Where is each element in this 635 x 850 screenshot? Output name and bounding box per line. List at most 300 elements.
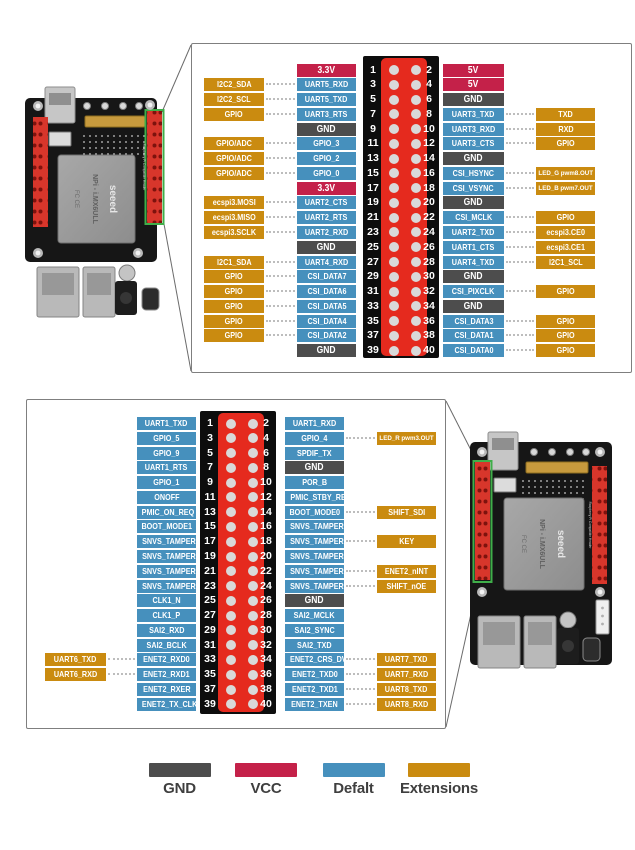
pin-hole <box>226 655 236 665</box>
ext-label-left <box>204 256 264 269</box>
rpi-header <box>475 462 490 580</box>
pin-label-right-text: SNVS_TAMPER0 <box>290 521 348 532</box>
pin-number-odd: 27 <box>204 609 216 622</box>
pin-number-even: 30 <box>423 270 435 283</box>
legend-swatch <box>235 763 297 777</box>
pin-label-right-text: GND <box>464 271 483 283</box>
pin-label-right <box>443 137 504 150</box>
pin-label-left <box>137 565 200 578</box>
pin-label-right <box>443 182 504 195</box>
pin-label-left <box>137 594 196 607</box>
pin-label-left <box>137 447 196 460</box>
ext-connector-line <box>346 673 375 675</box>
ext-label-left-text: ecspi3.SCLK <box>211 226 257 237</box>
pin-number-even: 4 <box>426 78 432 91</box>
pin-number-even: 34 <box>260 653 272 666</box>
pin-label-left <box>137 417 196 430</box>
pin-number-even: 20 <box>260 550 272 563</box>
legend-label: Defalt <box>333 780 374 797</box>
pin-label-right <box>443 300 504 313</box>
pin-hole <box>389 139 399 149</box>
ext-connector-line <box>266 290 295 292</box>
pin-hole <box>411 287 421 297</box>
pin-label-left-text: GND <box>317 123 336 135</box>
pin-label-right <box>285 565 348 578</box>
pin-label-left <box>297 64 356 77</box>
pin-label-left-text: UART5_TXD <box>305 94 348 105</box>
pin-label-right-text: GND <box>305 462 324 474</box>
pin-label-right-text: SAI2_SYNC <box>294 624 335 635</box>
pin-label-right <box>285 417 344 430</box>
ext-label-left-text: ecspi3.MISO <box>212 212 256 223</box>
ext-label-right <box>377 506 436 519</box>
pin-number-even: 22 <box>260 564 272 577</box>
pin-number-even: 4 <box>263 431 269 444</box>
ext-label-left <box>204 226 264 239</box>
ext-label-right-text: UART8_RXD <box>384 698 429 709</box>
pin-label-right <box>285 639 344 652</box>
pin-hole <box>389 198 399 208</box>
pin-label-right-text: UART3_TXD <box>452 108 495 119</box>
pin-label-right-text: ENET2_TXD0 <box>291 669 338 680</box>
pin-number-even: 32 <box>423 285 435 298</box>
pin-number-odd: 7 <box>207 461 213 474</box>
pin-label-right-text: SNVS_TAMPER2 <box>290 536 348 547</box>
pin-hole <box>411 213 421 223</box>
pin-number-even: 32 <box>260 638 272 651</box>
pin-label-left <box>137 491 196 504</box>
pin-number-even: 30 <box>260 623 272 636</box>
ext-label-left <box>204 300 264 313</box>
pin-label-left-text: CLK1_N <box>152 595 181 606</box>
pin-hole <box>248 552 258 562</box>
ext-label-right <box>536 285 595 298</box>
pin-label-left <box>137 432 196 445</box>
pin-label-left-text: 3.3V <box>317 182 336 194</box>
ext-label-left-text: GPIO <box>224 271 244 282</box>
pin-label-left <box>297 270 356 283</box>
ext-label-right <box>536 256 595 269</box>
pin-number-odd: 25 <box>204 594 216 607</box>
pinout-diagram-bottom <box>26 399 446 729</box>
chip-model-text: NPi - i.MX6ULL <box>91 174 98 224</box>
ext-label-right-text: SHIFT_nOE <box>386 580 427 591</box>
pin-number-even: 38 <box>260 683 272 696</box>
pin-number-even: 20 <box>423 196 435 209</box>
ext-connector-line <box>346 658 375 660</box>
pin-label-right-text: UART3_RXD <box>451 123 496 134</box>
pin-label-right <box>285 698 344 711</box>
pin-number-even: 36 <box>423 314 435 327</box>
ext-label-right <box>536 108 595 121</box>
pin-label-right-text: CSI_HSYNC <box>452 167 495 178</box>
pin-label-right-text: UART3_CTS <box>452 138 495 149</box>
pin-label-left <box>297 93 356 106</box>
ext-connector-line <box>506 128 534 130</box>
ext-connector-line <box>506 231 534 233</box>
pin-hole <box>226 522 236 532</box>
pin-label-right-text: UART4_TXD <box>452 256 495 267</box>
pin-label-left-text: CSI_DATA5 <box>306 300 347 311</box>
ext-label-right-text: GPIO <box>556 345 575 356</box>
chip-model-text: NPi - i.MX6ULL <box>538 519 545 569</box>
pin-number-odd: 37 <box>204 683 216 696</box>
legend-item-defalt <box>312 763 396 797</box>
pin-number-odd: 35 <box>204 668 216 681</box>
pin-label-right <box>285 609 344 622</box>
ext-label-right <box>536 137 595 150</box>
pin-number-even: 28 <box>260 609 272 622</box>
ext-label-left-text: GPIO/ADC <box>216 153 252 164</box>
ext-connector-line <box>506 216 534 218</box>
pin-label-right <box>443 270 504 283</box>
dip-switch <box>49 132 71 146</box>
pin-number-odd: 23 <box>204 579 216 592</box>
ext-connector-line <box>266 157 295 159</box>
pin-number-odd: 25 <box>367 240 379 253</box>
pin-number-odd: 3 <box>370 78 376 91</box>
ext-label-right-text: GPIO <box>556 315 575 326</box>
pin-label-right <box>443 315 504 328</box>
pin-label-left-text: CSI_DATA7 <box>306 271 347 282</box>
ext-label-left <box>204 270 264 283</box>
pin-label-left <box>137 550 200 563</box>
pin-label-right-text: UART1_RXD <box>292 418 337 428</box>
pinout-diagram-top <box>191 43 632 373</box>
pin-hole <box>226 670 236 680</box>
ext-connector-line <box>266 98 295 100</box>
pin-label-right-text: ENET2_TXEN <box>291 698 338 709</box>
ext-label-left <box>45 653 106 666</box>
ext-label-right-text: UART7_RXD <box>384 669 429 680</box>
ext-label-right-text: GPIO <box>556 286 575 297</box>
ext-label-left-text: GPIO/ADC <box>216 167 252 178</box>
ext-label-left <box>204 78 264 91</box>
ext-label-right <box>377 668 436 681</box>
pin-number-even: 6 <box>426 93 432 106</box>
pin-label-right <box>285 535 348 548</box>
pin-hole <box>411 331 421 341</box>
pin-number-odd: 5 <box>370 93 376 106</box>
pin-number-odd: 13 <box>204 505 216 518</box>
ext-label-right <box>536 226 595 239</box>
pin-hole <box>389 80 399 90</box>
pin-number-odd: 3 <box>207 431 213 444</box>
pin-label-right <box>285 476 344 489</box>
pin-number-odd: 19 <box>204 550 216 563</box>
pin-label-left-text: CSI_DATA4 <box>306 315 347 326</box>
pin-hole <box>226 611 236 621</box>
pin-hole <box>248 478 258 488</box>
legend-item-gnd <box>138 763 222 797</box>
pin-number-even: 22 <box>423 211 435 224</box>
pin-label-right <box>443 241 504 254</box>
ext-label-left <box>45 668 106 681</box>
ext-connector-line <box>266 334 295 336</box>
pin-label-right-text: GND <box>464 197 483 209</box>
ext-label-left-text: ecspi3.MOSI <box>212 197 256 208</box>
pin-label-left <box>297 108 356 121</box>
pin-hole <box>226 552 236 562</box>
pin-label-right-text: ENET2_CRS_DV <box>289 654 347 665</box>
pin-label-right-text: CSI_MCLK <box>455 212 492 223</box>
ext-label-left <box>204 152 264 165</box>
ext-connector-line <box>346 688 375 690</box>
pin-hole <box>248 463 258 473</box>
pin-number-even: 26 <box>260 594 272 607</box>
pin-number-odd: 13 <box>367 152 379 165</box>
ext-label-left-text: GPIO <box>224 330 244 341</box>
pin-number-even: 12 <box>260 490 272 503</box>
ext-connector-line <box>506 320 534 322</box>
pin-label-right <box>443 211 504 224</box>
pin-hole <box>248 419 258 429</box>
ext-label-left <box>204 108 264 121</box>
ext-connector-line <box>346 437 375 439</box>
pin-number-odd: 1 <box>370 63 376 76</box>
ext-label-right-text: UART7_TXD <box>385 654 428 665</box>
pin-label-left-text: GPIO_9 <box>153 447 180 458</box>
pin-label-left-text: GPIO_1 <box>153 477 180 488</box>
pin-number-even: 14 <box>260 505 272 518</box>
pin-label-left-text: ENET2_RXD0 <box>143 654 190 665</box>
pin-number-even: 10 <box>423 122 435 135</box>
pin-label-left <box>297 344 356 357</box>
pin-number-even: 40 <box>260 697 272 710</box>
pin-label-left-text: GPIO_2 <box>313 153 340 164</box>
pin-number-even: 26 <box>423 240 435 253</box>
pin-number-odd: 1 <box>207 417 213 429</box>
pin-number-even: 14 <box>423 152 435 165</box>
pin-hole <box>411 198 421 208</box>
ext-connector-line <box>266 261 295 263</box>
pin-label-left-text: GPIO_5 <box>153 432 180 443</box>
pin-number-odd: 17 <box>367 181 379 194</box>
pin-label-left-text: UART5_RXD <box>304 79 349 90</box>
pin-label-right <box>443 196 504 209</box>
ext-connector-line <box>506 187 534 189</box>
ext-connector-line <box>506 349 534 351</box>
pin-hole <box>226 685 236 695</box>
legend-label: Extensions <box>399 780 479 797</box>
ext-label-left-text: GPIO <box>224 286 244 297</box>
pin-hole <box>248 611 258 621</box>
pin-number-even: 38 <box>423 329 435 342</box>
ext-label-right-text: ecspi3.CE1 <box>546 241 585 252</box>
pin-label-right-text: GND <box>305 595 324 607</box>
legend-item-extensions <box>397 763 481 797</box>
pin-label-left <box>297 152 356 165</box>
pin-label-left <box>137 698 196 711</box>
board-photo-bottom <box>460 430 620 680</box>
header-vertical-label: Raspberry Pi Compatible Header <box>142 143 146 191</box>
pin-label-left-text: GND <box>317 241 336 253</box>
ext-label-right <box>377 535 436 548</box>
pin-label-right-text: SAI2_TXD <box>297 639 332 650</box>
ext-label-right-text: UART8_TXD <box>385 684 428 695</box>
dip-switch <box>494 478 516 492</box>
pin-hole <box>389 331 399 341</box>
pin-label-left <box>137 639 196 652</box>
pin-number-odd: 37 <box>367 329 379 342</box>
pin-label-right-text: POR_B <box>302 477 327 488</box>
usb-c-port <box>583 638 600 661</box>
pin-label-right <box>443 108 504 121</box>
pin-label-left <box>297 300 356 313</box>
pin-label-right-text: PMIC_STBY_REQ <box>290 491 352 502</box>
pin-number-odd: 21 <box>204 564 216 577</box>
pin-number-odd: 5 <box>207 446 213 459</box>
pin-number-odd: 27 <box>367 255 379 268</box>
pin-label-right-text: ENET2_TXD1 <box>291 684 338 695</box>
fpc-connector <box>85 116 145 127</box>
pin-label-right-text: CSI_PIXCLK <box>452 286 495 297</box>
ext-label-right <box>377 580 436 593</box>
ext-connector-line <box>266 275 295 277</box>
pin-number-odd: 39 <box>204 697 216 710</box>
pin-label-right-text: UART2_TXD <box>452 226 495 237</box>
pin-label-right-text: GPIO_4 <box>301 432 328 443</box>
pin-number-even: 10 <box>260 476 272 489</box>
legend-swatch <box>323 763 385 777</box>
ext-label-left <box>204 329 264 342</box>
ext-label-right-text: GPIO <box>556 330 575 341</box>
pin-hole <box>411 139 421 149</box>
ext-label-right <box>536 211 595 224</box>
ext-label-right-text: I2C1_SCL <box>548 256 583 267</box>
ext-label-left-text: I2C1_SDA <box>216 256 252 267</box>
pin-number-even: 40 <box>423 344 435 357</box>
ext-label-right-text: LED_G pwm8.OUT <box>538 169 593 177</box>
pin-number-even: 12 <box>423 137 435 150</box>
pin-hole <box>226 478 236 488</box>
pin-label-left-text: ONOFF <box>153 491 180 502</box>
ext-connector-line <box>506 334 534 336</box>
pin-label-left-text: UART3_RTS <box>305 108 348 119</box>
ext-connector-line <box>266 305 295 307</box>
pin-label-right <box>443 93 504 106</box>
ext-label-right-text: GPIO <box>556 212 575 223</box>
pin-label-right <box>285 668 344 681</box>
pin-label-left <box>297 123 356 136</box>
ext-connector-line <box>266 172 295 174</box>
ext-connector-line <box>266 231 295 233</box>
pin-hole <box>389 346 399 356</box>
pin-label-left-text: PMIC_ON_REQ <box>141 506 195 517</box>
pin-label-right <box>285 506 344 519</box>
pin-label-left <box>137 624 196 637</box>
pin-number-even: 16 <box>260 520 272 533</box>
pin-label-left-text: CSI_DATA6 <box>306 286 347 297</box>
pin-hole <box>389 257 399 267</box>
pin-number-odd: 15 <box>204 520 216 533</box>
chip-brand-text: seeed <box>555 529 566 559</box>
ext-label-left-text: UART6_TXD <box>54 654 97 665</box>
ext-label-right-text: TXD <box>558 108 573 119</box>
pin-label-right-text: SAI2_MCLK <box>294 610 335 621</box>
pin-label-left <box>137 653 196 666</box>
pin-label-left-text: GND <box>317 345 336 357</box>
pin-label-right-text: CSI_DATA0 <box>453 345 494 356</box>
pin-label-right <box>285 624 344 637</box>
pin-number-odd: 17 <box>204 535 216 548</box>
ext-label-right-text: GPIO <box>556 138 575 149</box>
pin-hole <box>389 272 399 282</box>
pin-label-right <box>285 520 348 533</box>
pin-label-left-text: SNVS_TAMPER3 <box>142 551 200 562</box>
pin-hole <box>248 596 258 606</box>
ext-label-right <box>536 315 595 328</box>
pin-hole <box>248 670 258 680</box>
ext-connector-line <box>266 142 295 144</box>
pin-label-left <box>137 520 196 533</box>
pin-label-left-text: ENET2_RXD1 <box>143 669 190 680</box>
pin-label-right-text: CSI_VSYNC <box>453 182 494 193</box>
pin-label-left-text: SNVS_TAMPER5 <box>142 565 200 576</box>
legend-label: VCC <box>250 780 282 797</box>
pin-hole <box>411 346 421 356</box>
pin-label-left <box>297 137 356 150</box>
ext-label-left <box>204 211 264 224</box>
pin-number-odd: 7 <box>370 107 376 120</box>
pin-label-right <box>285 447 344 460</box>
rpi-header <box>147 111 162 223</box>
legend-swatch <box>149 763 211 777</box>
pin-label-right-text: GND <box>464 94 483 106</box>
ext-label-left-text: I2C2_SCL <box>217 94 251 105</box>
pin-number-even: 2 <box>263 417 269 429</box>
ext-label-left-text: I2C2_SDA <box>216 79 252 90</box>
ext-label-right-text: SHIFT_SDI <box>388 506 425 517</box>
ext-label-right <box>536 241 595 254</box>
ext-label-right <box>536 344 595 357</box>
pin-label-left-text: UART2_RXD <box>304 226 349 237</box>
chip-marks-text: FC CE <box>520 535 526 553</box>
capacitor <box>119 265 135 281</box>
pin-number-odd: 29 <box>204 623 216 636</box>
ext-label-right <box>377 653 436 666</box>
ext-connector-line <box>266 320 295 322</box>
pin-label-right <box>443 344 504 357</box>
pin-label-left-text: GPIO_3 <box>313 138 340 149</box>
right-header <box>592 466 607 584</box>
pin-label-left-text: 3.3V <box>317 64 336 76</box>
pin-label-right-text: GND <box>464 153 483 165</box>
pin-hole <box>248 448 258 458</box>
ext-label-right-text: LED_R pwm3.OUT <box>379 434 434 442</box>
pin-label-left-text: UART4_RXD <box>304 256 349 267</box>
pin-hole <box>226 419 236 429</box>
pin-label-right-text: 5V <box>468 64 479 76</box>
pin-label-right <box>285 461 344 474</box>
ext-connector-line <box>506 246 534 248</box>
pin-label-left-text: SAI2_RXD <box>148 624 185 635</box>
ext-connector-line <box>346 703 375 705</box>
ext-label-left <box>204 167 264 180</box>
pin-label-left <box>137 506 196 519</box>
pin-number-odd: 21 <box>367 211 379 224</box>
pin-label-left <box>297 211 356 224</box>
usb-c-port <box>142 288 159 310</box>
pin-label-left-text: ENET2_RXER <box>142 684 191 695</box>
pin-label-left <box>297 226 356 239</box>
pin-number-odd: 15 <box>367 166 379 179</box>
pin-number-even: 34 <box>423 299 435 312</box>
pin-label-left <box>297 329 356 342</box>
capacitor <box>560 612 576 628</box>
ext-label-right <box>377 565 436 578</box>
pin-number-odd: 23 <box>367 225 379 238</box>
